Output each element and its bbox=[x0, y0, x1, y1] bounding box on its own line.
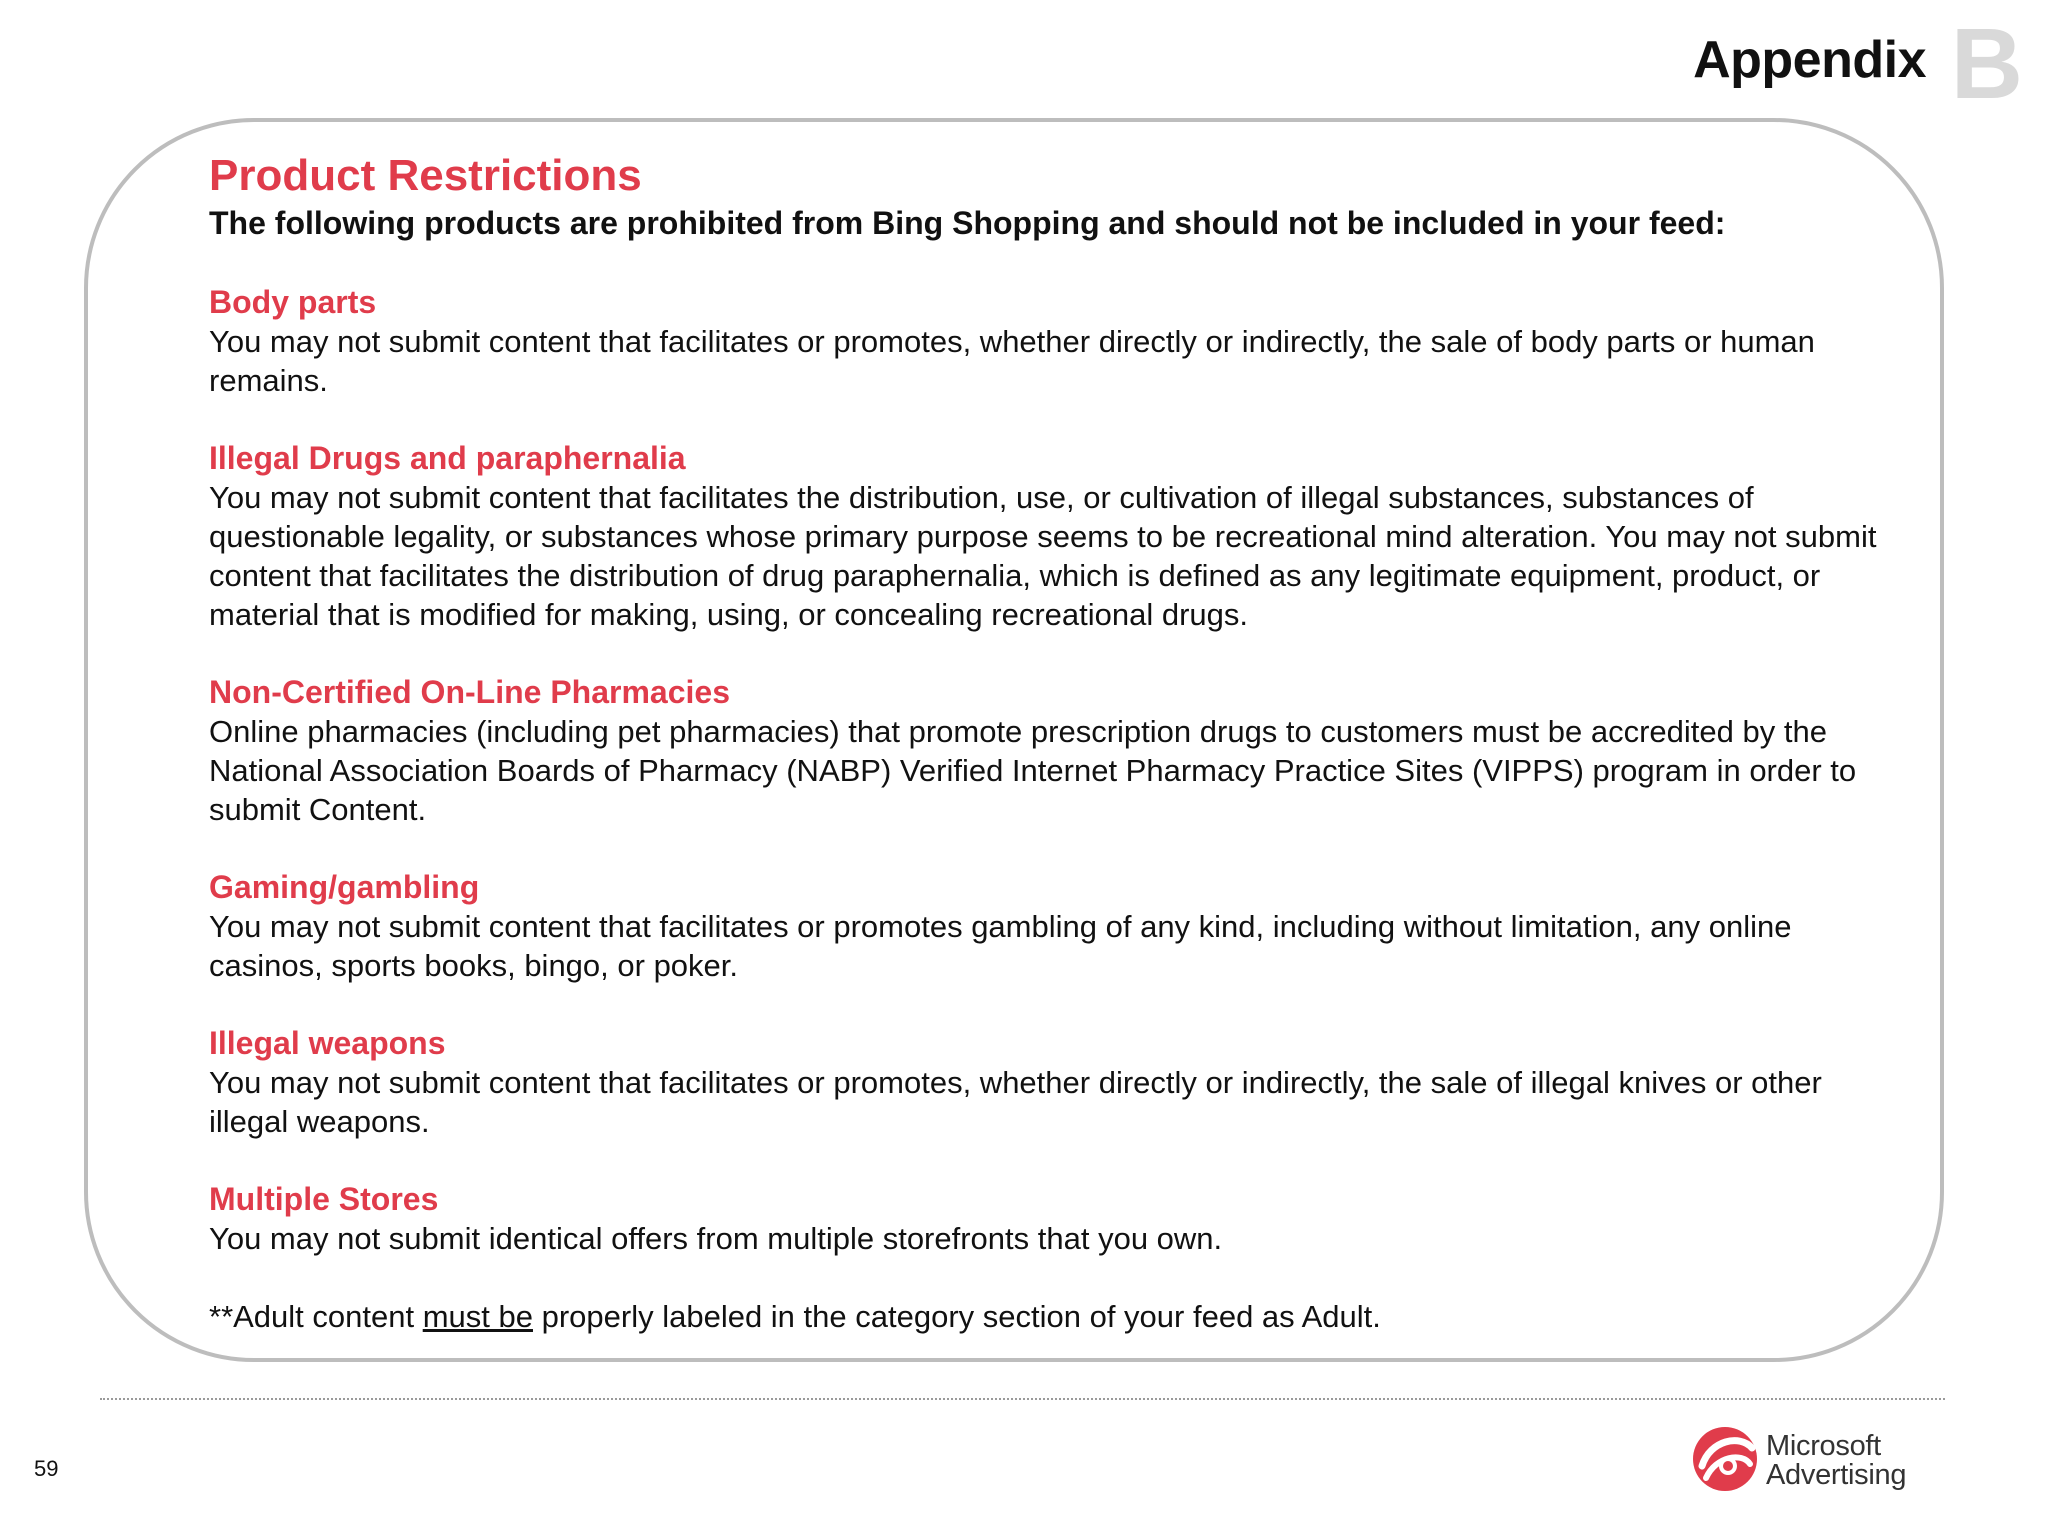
section-body: Online pharmacies (including pet pharmacies) that promote prescription drugs to customers must be accredited by the National Association Boards of Pharmacy (NABP) Verified Internet Pharmacy Practice Sites (VIPPS) program in order to submit Content. bbox=[209, 714, 1857, 827]
section-heading: Multiple Stores bbox=[209, 1181, 439, 1217]
section-heading: Gaming/gambling bbox=[209, 869, 480, 905]
section-body: You may not submit content that facilitates or promotes, whether directly or indirectly, the sale of illegal knives or other illegal weapons. bbox=[209, 1065, 1822, 1139]
section-heading: Illegal weapons bbox=[209, 1025, 446, 1061]
logo-swirl-icon bbox=[1688, 1422, 1762, 1496]
section-gambling bbox=[209, 868, 1899, 985]
section-illegal-drugs bbox=[209, 439, 1899, 634]
footnote-suffix: properly labeled in the category section of your feed as Adult. bbox=[532, 1299, 1381, 1334]
section-pharmacies bbox=[209, 673, 1899, 829]
section-body-parts bbox=[209, 283, 1899, 400]
footer-divider bbox=[100, 1398, 1945, 1400]
logo-text bbox=[1766, 1432, 1906, 1490]
section-body: You may not submit content that facilitates or promotes gambling of any kind, including without limitation, any online casinos, sports books, bingo, or poker. bbox=[209, 909, 1792, 983]
section-weapons bbox=[209, 1024, 1899, 1141]
section-heading: Body parts bbox=[209, 284, 377, 320]
appendix-title: Appendix bbox=[1693, 31, 1926, 89]
section-body: You may not submit identical offers from multiple storefronts that you own. bbox=[209, 1221, 1223, 1256]
page-number: 59 bbox=[34, 1456, 59, 1481]
section-multiple-stores bbox=[209, 1180, 1899, 1258]
footnote-emphasis: must be bbox=[422, 1299, 533, 1334]
appendix-letter: B bbox=[1950, 8, 2023, 120]
intro-text: The following products are prohibited from Bing Shopping and should not be included in your feed: bbox=[209, 205, 1726, 241]
logo-line-2: Advertising bbox=[1766, 1459, 1907, 1491]
page-title: Product Restrictions bbox=[209, 151, 642, 200]
footnote-prefix: **Adult content bbox=[209, 1299, 423, 1334]
microsoft-advertising-logo bbox=[1688, 1422, 1938, 1496]
section-heading: Non-Certified On-Line Pharmacies bbox=[209, 674, 730, 710]
section-heading: Illegal Drugs and paraphernalia bbox=[209, 440, 686, 476]
section-body: You may not submit content that facilitates the distribution, use, or cultivation of illegal substances, substances of questionable legality, or substances whose primary purpose seems to be recreational mind alteration. You may not submit content that facilitates the distribution of drug paraphernalia, which is defined as any legitimate equipment, product, or material that is modified for making, using, or concealing recreational drugs. bbox=[209, 480, 1877, 632]
logo-line-1: Microsoft bbox=[1766, 1430, 1881, 1462]
content-area bbox=[209, 150, 1899, 1367]
section-body: You may not submit content that facilitates or promotes, whether directly or indirectly, the sale of body parts or human remains. bbox=[209, 324, 1815, 398]
adult-content-note bbox=[209, 1297, 1899, 1336]
